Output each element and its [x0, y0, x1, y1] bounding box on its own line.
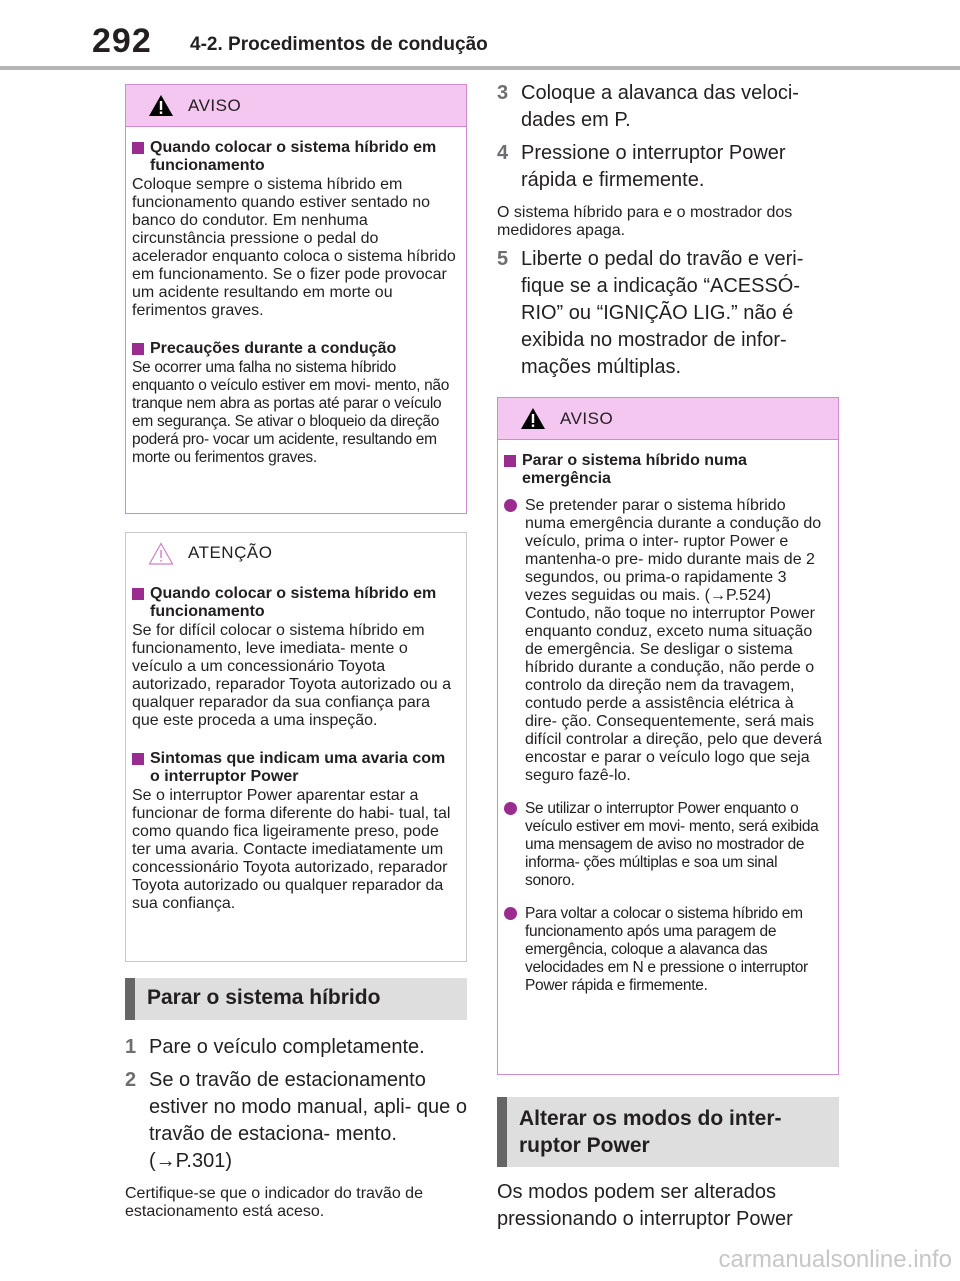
bullet-item: Se pretender parar o sistema híbrido numa emergência durante a condução do veículo, prima o inter- ruptor Power e mantenha-o pre- mido durante mais de 2 segundos, ou prima-o rapidamente 3 vezes seguidas ou mais. (→P.524) Contudo, não toque no interruptor Power enquanto conduz, exceto numa situação de emergência. Se desligar o sistema híbrido durante a condução, não perde o controlo da direção nem da travagem, contudo perde a assistência elétrica à dire- ção. Consequentemente, será mais difícil controlar a direção, pelo que deverá encostar e parar o veículo logo que seja seguro fazê-lo. — [504, 496, 830, 785]
step-item: 1 Pare o veículo completamente. — [125, 1036, 425, 1058]
square-bullet-icon — [132, 343, 144, 355]
bullet-item: Para voltar a colocar o sistema híbrido em funcionamento após uma paragem de emergência, coloque a alavanca das velocidades em N e pressione o interruptor Power rápida e firmemente. — [504, 904, 830, 995]
page-number: 292 — [92, 22, 152, 60]
warning-box-body — [498, 440, 838, 1009]
caution-box-body — [126, 573, 466, 927]
right-column — [497, 80, 839, 1233]
note-text: Certifique-se que o indicador do travão de estacionamento está aceso. — [125, 1185, 423, 1220]
square-bullet-icon — [132, 753, 144, 765]
caution-label: ATENÇÃO — [188, 543, 273, 562]
warning-item-title: Quando colocar o sistema híbrido em funcionamento — [132, 139, 458, 175]
square-bullet-icon — [132, 142, 144, 154]
square-bullet-icon — [504, 455, 516, 467]
left-column — [125, 84, 467, 1221]
caution-icon — [148, 542, 174, 565]
warning-item-text: Se ocorrer uma falha no sistema híbrido enquanto o veículo estiver em movi- mento, não tranque nem abra as portas até parar o veículo em segurança. Se ativar o bloqueio da direção poderá pro- vocar um acidente, resultando em morte ou ferimentos graves. — [132, 359, 450, 466]
step-item: 5 Liberte o pedal do travão e veri- fique se a indicação “ACESSÓ- RIO” ou “IGNIÇÃO LIG.” não é exibida no mostrador de infor- mações múltiplas. — [497, 248, 804, 378]
caution-item-title: Sintomas que indicam uma avaria com o interruptor Power — [132, 750, 458, 786]
body-text: Os modos podem ser alterados pressionando o interruptor Power — [497, 1181, 793, 1230]
caution-item-title: Quando colocar o sistema híbrido em funcionamento — [132, 585, 458, 621]
warning-item-title: Precauções durante a condução — [132, 340, 458, 358]
note-text: O sistema híbrido para e o mostrador dos medidores apaga. — [497, 204, 793, 239]
step-list — [497, 80, 839, 194]
warning-item-title: Parar o sistema híbrido numa emergência — [504, 452, 830, 488]
page-header — [0, 0, 960, 72]
step-list — [497, 246, 839, 381]
section-title: 4-2. Procedimentos de condução — [190, 34, 488, 55]
warning-item-text: Coloque sempre o sistema híbrido em funcionamento quando estiver sentado no banco do condutor. Em nenhuma circunstância pressione o pedal do acelerador enquanto coloca o sistema híbrido em funcionamento. Se o fizer pode provocar um acidente resultando em morte ou ferimentos graves. — [132, 176, 456, 319]
section-heading: Alterar os modos do inter- ruptor Power — [497, 1097, 839, 1167]
caution-box-header — [126, 533, 466, 573]
warning-box-body — [126, 127, 466, 481]
watermark-text: carmanualsonline.info — [718, 1246, 952, 1273]
step-item: 2 Se o travão de estacionamento estiver no modo manual, apli- que o travão de estaciona- mento. (→P.301) — [125, 1069, 467, 1172]
header-divider — [0, 66, 960, 70]
warning-label: AVISO — [188, 95, 242, 115]
caution-item-text: Se for difícil colocar o sistema híbrido em funcionamento, leve imediata- mente o veículo a um concessionário Toyota autorizado, reparador Toyota autorizado ou a qualquer reparador da sua confiança para que este proceda a uma inspeção. — [132, 622, 452, 729]
warning-box — [497, 397, 839, 1075]
step-list — [125, 1034, 467, 1175]
round-bullet-icon — [504, 802, 517, 815]
round-bullet-icon — [504, 907, 517, 920]
section-heading: Parar o sistema híbrido — [125, 978, 467, 1020]
warning-box — [125, 84, 467, 514]
bullet-item: Se utilizar o interruptor Power enquanto o veículo estiver em movi- mento, será exibida uma mensagem de aviso no mostrador de informa- ções múltiplas e soa um sinal sonoro. — [504, 799, 830, 890]
step-item: 4 Pressione o interruptor Power rápida e firmemente. — [497, 142, 786, 191]
step-item: 3 Coloque a alavanca das veloci- dades em P. — [497, 82, 799, 131]
warning-icon — [148, 94, 174, 117]
warning-box-header — [498, 398, 838, 440]
warning-box-header — [126, 85, 466, 127]
round-bullet-icon — [504, 499, 517, 512]
warning-label: AVISO — [560, 408, 614, 428]
square-bullet-icon — [132, 588, 144, 600]
caution-box — [125, 532, 467, 962]
caution-item-text: Se o interruptor Power aparentar estar a funcionar de forma diferente do habi- tual, tal como quando fica ligeiramente preso, pode ter uma avaria. Contacte imediatamente um concessionário Toyota autorizado, reparador Toyota autorizado ou qualquer reparador da sua confiança. — [132, 787, 451, 912]
warning-icon — [520, 407, 546, 430]
